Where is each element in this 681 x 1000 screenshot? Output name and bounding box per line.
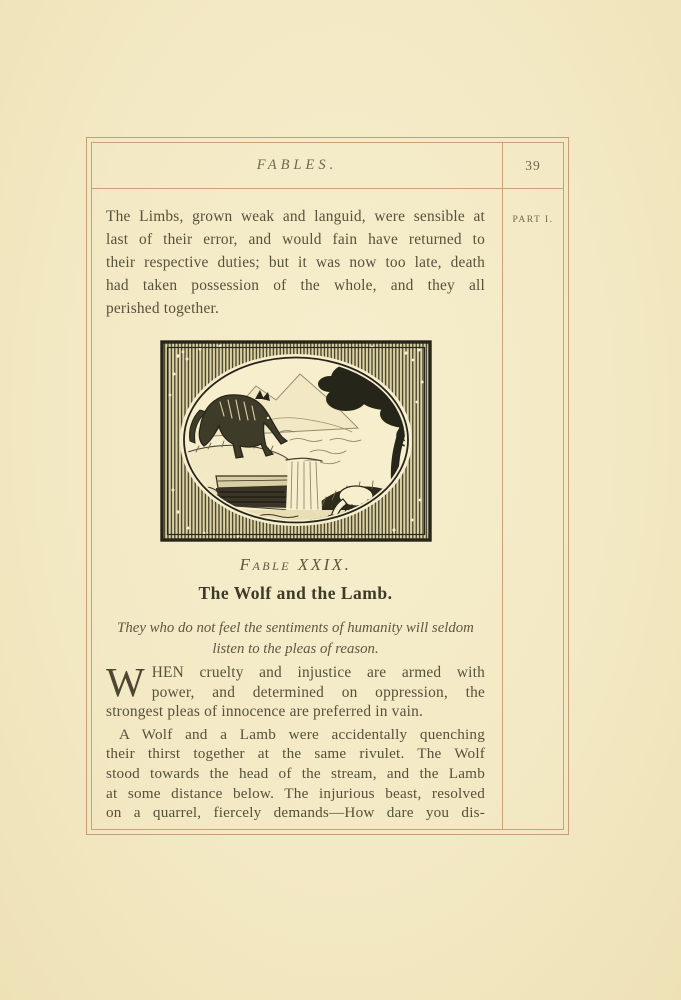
running-title: FABLES. [256,157,338,173]
wolf-and-lamb-woodcut [160,340,432,542]
limbs-paragraph [106,205,485,320]
fable-title: The Wolf and the Lamb. [198,583,393,603]
page-number: 39 [502,143,563,188]
moral-line: They who do not feel the sentiments of humanity will seldom [117,620,474,636]
waterfall [286,458,322,510]
text-line: had taken possession of the whole, and they all [106,277,485,294]
main-text-column [92,189,502,829]
page-frame-inner [91,142,564,830]
page-frame-outer [86,137,569,835]
text-line: on a quarrel, fiercely demands—How dare you dis- [106,804,485,822]
text-line: HEN cruelty and injustice are armed with [151,664,485,681]
text-line: strongest pleas of innocence are preferred in vain. [106,703,424,721]
text-line: at some distance below. The injurious beast, resolved [106,784,485,802]
page-header [92,143,563,189]
margin-column [502,189,563,829]
part-label: PART I. [512,215,554,225]
drop-cap: W [106,659,145,705]
text-line: A Wolf and a Lamb were accidentally quenching [119,725,485,743]
text-line: power, and determined on oppression, the [151,683,485,701]
header-title-cell [92,143,502,188]
fable-number-heading: Fable XXIX. [239,555,352,574]
page-body [92,189,563,829]
wolf-paragraph [106,725,485,823]
text-line: stood towards the head of the stream, and the Lamb [106,764,485,782]
text-line: their thirst together at the same rivulet. The Wolf [106,745,485,763]
text-line: perished together. [106,300,220,317]
fable-moral [106,618,485,660]
text-line: their respective duties; but it was now too late, death [106,254,485,271]
text-line: The Limbs, grown weak and languid, were sensible at [106,208,485,225]
when-paragraph [106,659,485,722]
moral-line: listen to the pleas of reason. [212,641,379,657]
text-line: last of their error, and would fain have returned to [106,231,485,248]
